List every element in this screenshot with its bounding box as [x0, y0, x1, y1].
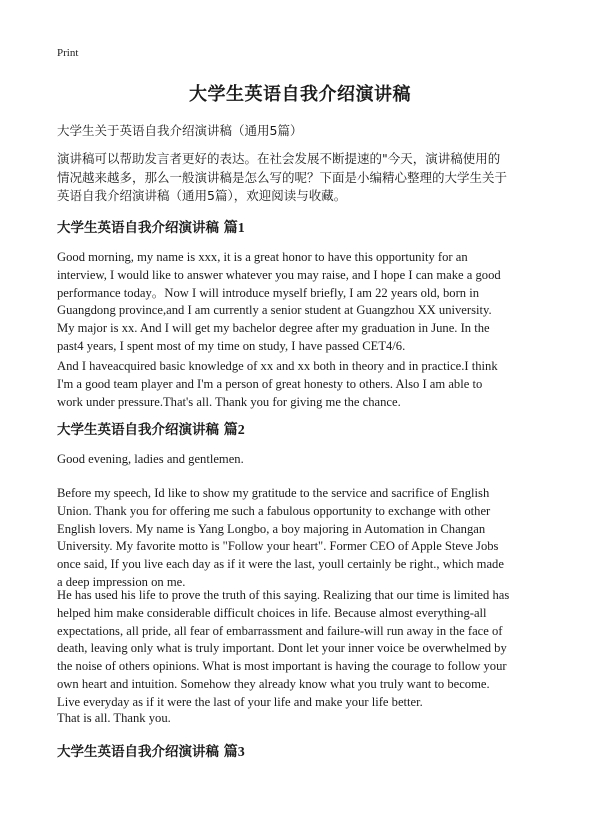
- text-line: own heart and intuition. Somehow they already know what you truly want to become.: [57, 676, 490, 691]
- section-2-paragraph-4: [57, 710, 547, 728]
- section-heading-text: 大学生英语自我介绍演讲稿: [57, 422, 219, 438]
- text-line: Good morning, my name is xxx, it is a great honor to have this opportunity for an: [57, 250, 468, 264]
- text-line: English lovers. My name is Yang Longbo, a boy majoring in Automation in Changan: [57, 521, 486, 536]
- print-link[interactable]: Print: [57, 47, 79, 59]
- text-line: interview, I would like to answer whatever you may raise, and I hope I can make a good: [57, 267, 501, 282]
- intro-paragraph: [57, 150, 552, 206]
- section-2-paragraph-3: [57, 587, 547, 712]
- intro-line: 情况越来越多，那么一般演讲稿是怎么写的呢？下面是小编精心整理的大学生关于: [57, 169, 508, 185]
- text-line: He has used his life to prove the truth of this saying. Realizing that our time is limited has: [57, 588, 510, 602]
- text-line: performance today。Now I will introduce myself briefly, I am 22 years old, born in: [57, 285, 480, 300]
- section-2-paragraph-1: [57, 451, 547, 469]
- text-line: Union. Thank you for offering me such a fabulous opportunity to exchange with other: [57, 503, 491, 518]
- text-line: the noise of others opinions. What is most important is having the courage to follow your: [57, 659, 507, 674]
- text-line: Guangdong province,and I am currently a senior student at Guangzhou XX university.: [57, 303, 492, 318]
- page-subtitle: 大学生关于英语自我介绍演讲稿（通用5篇）: [57, 123, 303, 138]
- text-line: Before my speech, Id like to show my gratitude to the service and sacrifice of English: [57, 486, 490, 500]
- text-line: My major is xx. And I will get my bachelor degree after my graduation in June. In the: [57, 321, 490, 336]
- section-heading-text: 大学生英语自我介绍演讲稿: [57, 744, 219, 760]
- text-line: once said, If you live each day as if it were the last, youll certainly be right., which made: [57, 557, 504, 572]
- text-line: helped him make considerable difficult choices in life. Because almost everything-all: [57, 605, 487, 620]
- section-heading-3: [57, 740, 245, 761]
- section-heading-2: [57, 418, 245, 439]
- text-line: University. My favorite motto is "Follow your heart". Former CEO of Apple Steve Jobs: [57, 539, 499, 554]
- text-line: I'm a good team player and I'm a person of great honesty to others. Also I am able to: [57, 376, 483, 391]
- text-line: Live everyday as if it were the last of your life and make your life better.: [57, 694, 423, 709]
- text-line: work under pressure.That's all. Thank you for giving me the chance.: [57, 394, 401, 409]
- text-line: past4 years, I spent most of my time on study, I have passed CET4/6.: [57, 338, 406, 353]
- text-line: a deep impression on me.: [57, 574, 186, 589]
- intro-line: 演讲稿可以帮助发言者更好的表达。在社会发展不断提速的"今天，演讲稿使用的: [57, 151, 501, 166]
- intro-line: 英语自我介绍演讲稿（通用5篇），欢迎阅读与收藏。: [57, 188, 347, 203]
- section-heading-number: 篇3: [223, 745, 245, 760]
- text-line: That is all. Thank you.: [57, 711, 171, 725]
- section-2-paragraph-2: [57, 485, 547, 592]
- text-line: And I haveacquired basic knowledge of xx and xx both in theory and in practice.I think: [57, 359, 498, 373]
- section-1-paragraph-1: [57, 249, 547, 356]
- section-heading-number: 篇1: [223, 221, 245, 236]
- text-line: death, leaving only what is truly important. Dont let your inner voice be overwhelmed by: [57, 641, 507, 656]
- text-line: expectations, all pride, all fear of embarrassment and failure-will run away in the face of: [57, 623, 503, 638]
- section-heading-1: [57, 216, 245, 237]
- text-line: Good evening, ladies and gentlemen.: [57, 452, 244, 466]
- section-heading-number: 篇2: [223, 423, 245, 438]
- section-1-paragraph-2: [57, 358, 547, 411]
- section-heading-text: 大学生英语自我介绍演讲稿: [57, 220, 219, 236]
- page-title: 大学生英语自我介绍演讲稿: [189, 84, 411, 105]
